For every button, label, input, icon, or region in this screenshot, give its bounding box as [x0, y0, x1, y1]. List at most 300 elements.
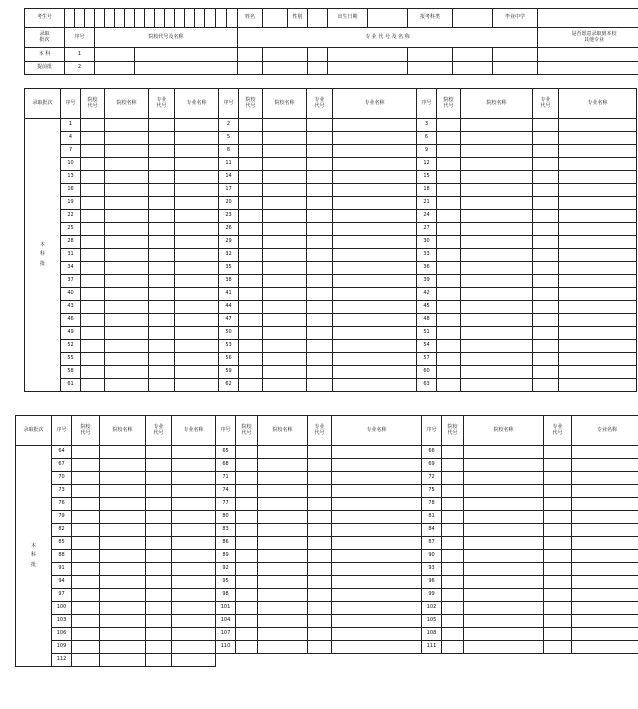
school-name-cell[interactable]: [263, 158, 307, 171]
major-name-cell[interactable]: [332, 511, 422, 524]
school-code-cell[interactable]: [437, 210, 461, 223]
major-code-cell[interactable]: [533, 353, 559, 366]
school-code-cell[interactable]: [239, 236, 263, 249]
major-code-cell[interactable]: [307, 275, 333, 288]
major-code-cell[interactable]: [149, 171, 175, 184]
school-code-cell[interactable]: [236, 511, 258, 524]
major-name-cell[interactable]: [332, 615, 422, 628]
school-name-cell[interactable]: [100, 498, 146, 511]
school-name-cell[interactable]: [100, 563, 146, 576]
school-code-cell[interactable]: [236, 576, 258, 589]
school-code-cell[interactable]: [437, 288, 461, 301]
school-name-cell[interactable]: [100, 472, 146, 485]
exam-no-box[interactable]: [135, 9, 145, 28]
major-cell[interactable]: [408, 62, 453, 75]
school-name-cell[interactable]: [100, 485, 146, 498]
school-code-cell[interactable]: [239, 379, 263, 392]
school-name-cell[interactable]: [105, 119, 149, 132]
major-code-cell[interactable]: [307, 249, 333, 262]
major-name-cell[interactable]: [572, 524, 638, 537]
school-code-cell[interactable]: [442, 563, 464, 576]
school-name-cell[interactable]: [461, 132, 533, 145]
school-code-cell[interactable]: [81, 275, 105, 288]
major-code-cell[interactable]: [146, 537, 172, 550]
major-code-cell[interactable]: [149, 210, 175, 223]
school-name-cell[interactable]: [461, 249, 533, 262]
school-name-cell[interactable]: [461, 119, 533, 132]
major-code-cell[interactable]: [149, 236, 175, 249]
major-code-cell[interactable]: [533, 249, 559, 262]
major-code-cell[interactable]: [308, 615, 332, 628]
school-code-cell[interactable]: [81, 210, 105, 223]
exam-no-box[interactable]: [227, 9, 238, 28]
school-name-cell[interactable]: [464, 550, 544, 563]
school-name-cell[interactable]: [461, 210, 533, 223]
school-name-cell[interactable]: [258, 537, 308, 550]
major-name-cell[interactable]: [172, 628, 216, 641]
school-code-cell[interactable]: [81, 184, 105, 197]
major-cell[interactable]: [238, 62, 263, 75]
major-code-cell[interactable]: [308, 446, 332, 459]
major-name-cell[interactable]: [559, 288, 637, 301]
major-name-cell[interactable]: [175, 301, 219, 314]
school-code-cell[interactable]: [442, 485, 464, 498]
school-code-cell[interactable]: [81, 197, 105, 210]
school-name-cell[interactable]: [464, 537, 544, 550]
major-name-cell[interactable]: [559, 327, 637, 340]
school-name-cell[interactable]: [105, 301, 149, 314]
major-code-cell[interactable]: [544, 615, 572, 628]
major-name-cell[interactable]: [559, 184, 637, 197]
major-code-cell[interactable]: [533, 132, 559, 145]
major-code-cell[interactable]: [533, 301, 559, 314]
school-name-cell[interactable]: [461, 223, 533, 236]
school-code-cell[interactable]: [437, 145, 461, 158]
major-code-cell[interactable]: [533, 119, 559, 132]
school-code-cell[interactable]: [239, 158, 263, 171]
school-code-cell[interactable]: [239, 288, 263, 301]
major-name-cell[interactable]: [333, 262, 417, 275]
major-cell[interactable]: [408, 48, 453, 62]
school-code-cell[interactable]: [442, 524, 464, 537]
major-name-cell[interactable]: [172, 589, 216, 602]
major-code-cell[interactable]: [146, 602, 172, 615]
school-name-cell[interactable]: [461, 288, 533, 301]
major-code-cell[interactable]: [149, 366, 175, 379]
major-code-cell[interactable]: [308, 563, 332, 576]
school-code-cell[interactable]: [81, 353, 105, 366]
school-name-cell[interactable]: [105, 132, 149, 145]
major-code-cell[interactable]: [308, 537, 332, 550]
school-code-cell[interactable]: [437, 262, 461, 275]
school-code-cell[interactable]: [239, 353, 263, 366]
major-code-cell[interactable]: [146, 589, 172, 602]
major-code-cell[interactable]: [308, 485, 332, 498]
major-code-cell[interactable]: [544, 524, 572, 537]
school-code-cell[interactable]: [437, 379, 461, 392]
major-code-cell[interactable]: [149, 288, 175, 301]
school-code-cell[interactable]: [72, 589, 100, 602]
school-code-cell[interactable]: [239, 197, 263, 210]
major-name-cell[interactable]: [559, 379, 637, 392]
school-name-cell[interactable]: [263, 197, 307, 210]
school-code-cell[interactable]: [72, 576, 100, 589]
school-field[interactable]: [538, 9, 638, 28]
school-code-cell[interactable]: [442, 446, 464, 459]
school-name-cell[interactable]: [105, 158, 149, 171]
major-name-cell[interactable]: [333, 301, 417, 314]
school-name-cell[interactable]: [135, 62, 238, 75]
school-code-cell[interactable]: [239, 301, 263, 314]
major-cell[interactable]: [238, 48, 263, 62]
major-name-cell[interactable]: [559, 197, 637, 210]
school-name-cell[interactable]: [105, 327, 149, 340]
exam-no-box[interactable]: [165, 9, 175, 28]
major-code-cell[interactable]: [533, 158, 559, 171]
school-name-cell[interactable]: [464, 446, 544, 459]
major-code-cell[interactable]: [307, 184, 333, 197]
major-name-cell[interactable]: [172, 446, 216, 459]
school-code-cell[interactable]: [442, 472, 464, 485]
school-code-cell[interactable]: [442, 459, 464, 472]
school-code-cell[interactable]: [236, 563, 258, 576]
major-name-cell[interactable]: [333, 353, 417, 366]
school-code-cell[interactable]: [81, 249, 105, 262]
major-code-cell[interactable]: [544, 498, 572, 511]
school-code-cell[interactable]: [72, 563, 100, 576]
school-name-cell[interactable]: [263, 353, 307, 366]
school-name-cell[interactable]: [258, 576, 308, 589]
major-name-cell[interactable]: [175, 197, 219, 210]
major-code-cell[interactable]: [307, 132, 333, 145]
school-code-cell[interactable]: [236, 602, 258, 615]
school-code-cell[interactable]: [437, 184, 461, 197]
school-name-cell[interactable]: [105, 262, 149, 275]
major-code-cell[interactable]: [533, 184, 559, 197]
school-name-cell[interactable]: [100, 550, 146, 563]
major-code-cell[interactable]: [307, 327, 333, 340]
school-code-cell[interactable]: [442, 550, 464, 563]
major-cell[interactable]: [308, 48, 328, 62]
major-name-cell[interactable]: [572, 602, 638, 615]
major-name-cell[interactable]: [559, 132, 637, 145]
major-code-cell[interactable]: [308, 459, 332, 472]
school-code-cell[interactable]: [81, 327, 105, 340]
major-code-cell[interactable]: [307, 340, 333, 353]
major-name-cell[interactable]: [572, 498, 638, 511]
major-name-cell[interactable]: [572, 615, 638, 628]
school-code-cell[interactable]: [81, 119, 105, 132]
school-code-cell[interactable]: [236, 446, 258, 459]
school-name-cell[interactable]: [100, 654, 146, 667]
school-name-cell[interactable]: [464, 563, 544, 576]
major-name-cell[interactable]: [175, 353, 219, 366]
major-name-cell[interactable]: [172, 615, 216, 628]
school-name-cell[interactable]: [263, 184, 307, 197]
major-code-cell[interactable]: [544, 537, 572, 550]
major-cell[interactable]: [493, 62, 538, 75]
school-name-cell[interactable]: [100, 511, 146, 524]
school-name-cell[interactable]: [461, 262, 533, 275]
school-code-cell[interactable]: [81, 132, 105, 145]
school-name-cell[interactable]: [461, 301, 533, 314]
major-name-cell[interactable]: [333, 379, 417, 392]
school-name-cell[interactable]: [263, 119, 307, 132]
major-name-cell[interactable]: [333, 132, 417, 145]
major-name-cell[interactable]: [332, 550, 422, 563]
major-name-cell[interactable]: [332, 537, 422, 550]
major-name-cell[interactable]: [175, 340, 219, 353]
major-name-cell[interactable]: [572, 446, 638, 459]
major-code-cell[interactable]: [308, 524, 332, 537]
major-code-cell[interactable]: [149, 158, 175, 171]
school-name-cell[interactable]: [464, 589, 544, 602]
major-code-cell[interactable]: [149, 327, 175, 340]
major-code-cell[interactable]: [307, 379, 333, 392]
exam-no-box[interactable]: [205, 9, 216, 28]
major-name-cell[interactable]: [172, 576, 216, 589]
major-name-cell[interactable]: [333, 171, 417, 184]
major-name-cell[interactable]: [559, 210, 637, 223]
major-name-cell[interactable]: [175, 210, 219, 223]
major-code-cell[interactable]: [308, 641, 332, 654]
school-code-cell[interactable]: [239, 314, 263, 327]
school-code-cell[interactable]: [236, 615, 258, 628]
school-code-cell[interactable]: [236, 628, 258, 641]
school-name-cell[interactable]: [258, 615, 308, 628]
major-name-cell[interactable]: [175, 379, 219, 392]
school-code-cell[interactable]: [442, 537, 464, 550]
school-code-cell[interactable]: [236, 641, 258, 654]
major-name-cell[interactable]: [333, 288, 417, 301]
school-name-cell[interactable]: [105, 340, 149, 353]
school-code-cell[interactable]: [81, 236, 105, 249]
gender-field[interactable]: [308, 9, 328, 28]
school-code-cell[interactable]: [239, 171, 263, 184]
school-code-cell[interactable]: [239, 340, 263, 353]
school-name-cell[interactable]: [461, 314, 533, 327]
major-code-cell[interactable]: [308, 628, 332, 641]
school-code-cell[interactable]: [81, 171, 105, 184]
major-code-cell[interactable]: [544, 472, 572, 485]
school-code-cell[interactable]: [72, 498, 100, 511]
school-name-cell[interactable]: [100, 524, 146, 537]
major-code-cell[interactable]: [307, 171, 333, 184]
major-code-cell[interactable]: [149, 249, 175, 262]
school-code-cell[interactable]: [442, 589, 464, 602]
school-code-cell[interactable]: [95, 62, 135, 75]
school-code-cell[interactable]: [437, 171, 461, 184]
major-name-cell[interactable]: [172, 563, 216, 576]
major-code-cell[interactable]: [544, 641, 572, 654]
school-name-cell[interactable]: [258, 498, 308, 511]
major-name-cell[interactable]: [332, 485, 422, 498]
school-name-cell[interactable]: [263, 145, 307, 158]
school-code-cell[interactable]: [72, 472, 100, 485]
school-code-cell[interactable]: [437, 314, 461, 327]
major-code-cell[interactable]: [146, 576, 172, 589]
school-name-cell[interactable]: [461, 366, 533, 379]
major-code-cell[interactable]: [308, 602, 332, 615]
school-name-cell[interactable]: [258, 563, 308, 576]
school-name-cell[interactable]: [105, 249, 149, 262]
school-code-cell[interactable]: [72, 511, 100, 524]
school-name-cell[interactable]: [258, 459, 308, 472]
school-code-cell[interactable]: [236, 524, 258, 537]
school-code-cell[interactable]: [95, 48, 135, 62]
major-name-cell[interactable]: [332, 524, 422, 537]
major-name-cell[interactable]: [572, 550, 638, 563]
major-name-cell[interactable]: [572, 641, 638, 654]
school-name-cell[interactable]: [464, 511, 544, 524]
school-name-cell[interactable]: [100, 576, 146, 589]
major-code-cell[interactable]: [149, 145, 175, 158]
major-name-cell[interactable]: [332, 446, 422, 459]
school-code-cell[interactable]: [442, 615, 464, 628]
major-code-cell[interactable]: [149, 275, 175, 288]
school-name-cell[interactable]: [258, 485, 308, 498]
major-name-cell[interactable]: [175, 249, 219, 262]
major-code-cell[interactable]: [307, 262, 333, 275]
major-name-cell[interactable]: [333, 145, 417, 158]
school-name-cell[interactable]: [461, 184, 533, 197]
major-name-cell[interactable]: [333, 223, 417, 236]
major-code-cell[interactable]: [146, 641, 172, 654]
school-code-cell[interactable]: [239, 132, 263, 145]
school-name-cell[interactable]: [461, 327, 533, 340]
school-code-cell[interactable]: [437, 366, 461, 379]
school-name-cell[interactable]: [263, 340, 307, 353]
major-name-cell[interactable]: [172, 511, 216, 524]
school-name-cell[interactable]: [464, 485, 544, 498]
major-name-cell[interactable]: [332, 563, 422, 576]
school-code-cell[interactable]: [442, 602, 464, 615]
school-name-cell[interactable]: [105, 379, 149, 392]
major-name-cell[interactable]: [572, 472, 638, 485]
school-name-cell[interactable]: [258, 628, 308, 641]
major-code-cell[interactable]: [533, 340, 559, 353]
school-name-cell[interactable]: [263, 210, 307, 223]
major-name-cell[interactable]: [175, 275, 219, 288]
major-code-cell[interactable]: [308, 472, 332, 485]
school-name-cell[interactable]: [461, 158, 533, 171]
major-name-cell[interactable]: [559, 275, 637, 288]
exam-no-box[interactable]: [75, 9, 85, 28]
school-code-cell[interactable]: [442, 511, 464, 524]
major-name-cell[interactable]: [559, 158, 637, 171]
school-code-cell[interactable]: [239, 249, 263, 262]
major-code-cell[interactable]: [307, 236, 333, 249]
school-code-cell[interactable]: [236, 537, 258, 550]
major-name-cell[interactable]: [572, 511, 638, 524]
school-name-cell[interactable]: [105, 288, 149, 301]
school-name-cell[interactable]: [105, 236, 149, 249]
school-name-cell[interactable]: [461, 379, 533, 392]
major-name-cell[interactable]: [175, 223, 219, 236]
major-name-cell[interactable]: [333, 314, 417, 327]
major-code-cell[interactable]: [308, 576, 332, 589]
school-code-cell[interactable]: [437, 249, 461, 262]
school-code-cell[interactable]: [72, 537, 100, 550]
school-code-cell[interactable]: [437, 236, 461, 249]
school-code-cell[interactable]: [239, 275, 263, 288]
school-name-cell[interactable]: [464, 602, 544, 615]
exam-no-box[interactable]: [195, 9, 205, 28]
major-name-cell[interactable]: [332, 576, 422, 589]
major-code-cell[interactable]: [307, 119, 333, 132]
major-cell[interactable]: [308, 62, 328, 75]
school-name-cell[interactable]: [263, 366, 307, 379]
school-code-cell[interactable]: [239, 145, 263, 158]
school-code-cell[interactable]: [236, 485, 258, 498]
school-code-cell[interactable]: [437, 197, 461, 210]
school-code-cell[interactable]: [72, 446, 100, 459]
school-name-cell[interactable]: [263, 275, 307, 288]
major-code-cell[interactable]: [308, 511, 332, 524]
exam-no-box[interactable]: [145, 9, 155, 28]
major-name-cell[interactable]: [333, 366, 417, 379]
school-code-cell[interactable]: [72, 524, 100, 537]
school-name-cell[interactable]: [461, 275, 533, 288]
school-name-cell[interactable]: [105, 314, 149, 327]
school-name-cell[interactable]: [135, 48, 238, 62]
school-name-cell[interactable]: [100, 602, 146, 615]
obey-adjust-cell[interactable]: [538, 62, 638, 75]
exam-no-box[interactable]: [95, 9, 105, 28]
major-code-cell[interactable]: [307, 158, 333, 171]
school-name-cell[interactable]: [105, 184, 149, 197]
major-code-cell[interactable]: [533, 145, 559, 158]
school-code-cell[interactable]: [442, 498, 464, 511]
major-name-cell[interactable]: [559, 119, 637, 132]
major-cell[interactable]: [263, 62, 308, 75]
school-name-cell[interactable]: [464, 524, 544, 537]
school-name-cell[interactable]: [100, 459, 146, 472]
major-code-cell[interactable]: [149, 379, 175, 392]
major-code-cell[interactable]: [307, 223, 333, 236]
major-name-cell[interactable]: [332, 472, 422, 485]
major-code-cell[interactable]: [533, 379, 559, 392]
exam-no-box[interactable]: [115, 9, 125, 28]
major-name-cell[interactable]: [332, 498, 422, 511]
school-name-cell[interactable]: [263, 327, 307, 340]
major-code-cell[interactable]: [149, 223, 175, 236]
major-cell[interactable]: [453, 48, 493, 62]
exam-no-box[interactable]: [125, 9, 135, 28]
school-name-cell[interactable]: [461, 197, 533, 210]
school-code-cell[interactable]: [236, 472, 258, 485]
obey-adjust-cell[interactable]: [538, 48, 638, 62]
school-code-cell[interactable]: [239, 366, 263, 379]
major-code-cell[interactable]: [308, 589, 332, 602]
school-code-cell[interactable]: [437, 340, 461, 353]
school-name-cell[interactable]: [100, 537, 146, 550]
school-code-cell[interactable]: [437, 158, 461, 171]
school-code-cell[interactable]: [81, 262, 105, 275]
major-name-cell[interactable]: [175, 119, 219, 132]
major-code-cell[interactable]: [307, 366, 333, 379]
major-name-cell[interactable]: [175, 288, 219, 301]
school-code-cell[interactable]: [437, 327, 461, 340]
major-name-cell[interactable]: [333, 158, 417, 171]
major-code-cell[interactable]: [149, 132, 175, 145]
school-code-cell[interactable]: [81, 340, 105, 353]
major-name-cell[interactable]: [172, 498, 216, 511]
major-name-cell[interactable]: [559, 171, 637, 184]
school-name-cell[interactable]: [258, 641, 308, 654]
major-code-cell[interactable]: [146, 459, 172, 472]
school-name-cell[interactable]: [105, 210, 149, 223]
